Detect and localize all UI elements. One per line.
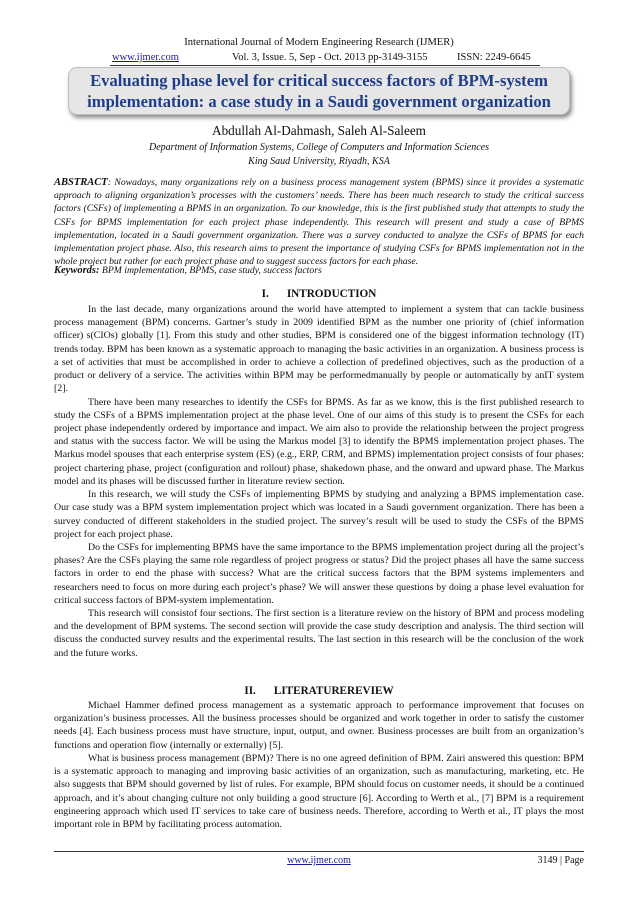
literature-review-body: [54, 699, 584, 831]
affiliation-university: King Saud University, Riyadh, KSA: [248, 156, 390, 167]
footer-website-link[interactable]: www.ijmer.com: [287, 855, 351, 866]
abstract-label: ABSTRACT: [54, 177, 108, 188]
paragraph: In this research, we will study the CSFs of implementing BPMS by studying and analyzing a BPMS implementation case. Our case study was a BPM system implementation project which was located in a Saudi government organization. There has been a survey conducted of different stakeholders in the studied project. The survey’s result will be used to study the CSFs of the BPMS project for each project phase.: [54, 489, 584, 540]
journal-name: International Journal of Modern Engineering Research (IJMER): [184, 37, 454, 48]
section-title: INTRODUCTION: [286, 288, 377, 300]
introduction-body: [54, 303, 584, 660]
section-number: I.: [261, 288, 269, 300]
section-number: II.: [244, 685, 256, 697]
abstract: [54, 176, 584, 268]
keywords: [54, 264, 584, 277]
title-box: [68, 67, 570, 115]
paper-title: Evaluating phase level for critical success factors of BPM-system implementation: a case study in a Saudi government organization: [87, 71, 551, 111]
authors: Abdullah Al-Dahmash, Saleh Al-Saleem: [212, 123, 426, 138]
volume-info: Vol. 3, Issue. 5, Sep - Oct. 2013 pp-3149-3155: [232, 52, 428, 63]
page-number: 3149 | Page: [537, 855, 584, 866]
keywords-text: BPM implementation, BPMS, case study, success factors: [99, 265, 322, 276]
section-heading-introduction: [0, 288, 638, 301]
paragraph: There have been many researches to identify the CSFs for BPMS. As far as we know, this is the first published research to study the CSFs of a BPMS implementation project at the phase level. One of our aims of this study is to present the CSFs for each project phase independently ordered by importance and impact. We aim also to provide the relationship between the project progress and status with the success factor. We will be using the Markus model [3] to identify the BPMS implementation project phases. The Markus model spouses that each enterprise system (ES) (e.g., ERP, CRM, and BPMS) implementation project consists of four phases: project chartering phase, project (configuration and rollout) phase, shakedown phase, and the onward and upward phase. The Markus model and its phases will be discussed further in literature review section.: [54, 396, 584, 487]
affiliation-department: Department of Information Systems, College of Computers and Information Sciences: [149, 142, 489, 153]
paragraph: In the last decade, many organizations around the world have attempted to implement a system that can tackle business process management (BPM) concerns. Gartner’s study in 2009 identified BPM as the number one priority of (chief information officer) s(CIOs) globally [1]. From this study and other studies, BPM is considered one of the biggest information technology (IT) trends today. BPM has been known as a systematic approach to managing the basic activities in an organization. A business process is a set of activities that must be accomplished in order to achieve a collection of predefined objectives, such as the production of a product or delivery of a service. The activities within BPM may be performedmanually by people or automatically by anIT system [2].: [54, 304, 584, 395]
keywords-label: Keywords:: [54, 265, 100, 276]
paragraph: This research will consistof four sections. The first section is a literature review on the history of BPM and process modeling and the development of BPM systems. The second section will provide the case study description and analysis. The third section will discuss the conducted survey results and the experimental results. The last section in this research will be the conclusion of the work and the future works.: [54, 608, 584, 659]
paragraph: Michael Hammer defined process management as a systematic approach to performance improvement that focuses on organization’s business processes. All the business processes should be organized and work together in order to satisfy the customer needs [4]. Each business process must have structure, input, output, and owner. Business processes are built from an organization’s functions and operation flow (internally or externally) [5].: [54, 700, 584, 751]
footer-divider: [54, 851, 584, 852]
abstract-text: : Nowadays, many organizations rely on a business process management system (BPMS) since it provides a systematic approach to aligning organization’s processes with the customers’ needs. There has been much research to study the critical success factors (CSFs) of implementing a BPMS in an organization. To our knowledge, this is the first published study that attempts to study the CSFs for BPMS implementation for each project phase independently. This research will present and study a case of BPMS implementation, located in a Saudi government organization. There was a survey conducted to analyze the CSFs of BPMS for each implementation project phase. Also, this research aims to present the importance of studying CSFs for BPMS implementation not in the whole project but rather for each project phase and to suggest success factors for each phase.: [54, 177, 584, 268]
paragraph: What is business process management (BPM)? There is no one agreed definition of BPM. Zairi answered this question: BPM is a systematic approach to managing and improving basic activities of an organization, such as manufacturing, marketing, etc. He also suggests that BPM should governed by list of rules. For example, BPM should focus on customer needs, it should be a continued approach, and it’s about changing culture not only building a good structure [6]. According to Werth et al., [7] BPM is a requirement engineering approach which used IT services to take care of business needs. Therefore, according to Werth et al., IT plays the most important role in BPM by facilitating process automation.: [54, 752, 584, 830]
section-title: LITERATUREREVIEW: [273, 685, 394, 697]
journal-info-row: [112, 51, 530, 64]
journal-website-link[interactable]: www.ijmer.com: [112, 52, 179, 63]
header-divider: [110, 65, 540, 66]
paragraph: Do the CSFs for implementing BPMS have the same importance to the BPMS implementation project during all the project’s phases? Are the CSFs playing the same role regardless of project progress or status? Did the project phases all have the same success factors in order to end the phase with success? What are the critical success factors that the BPM systems implementers and researchers need to focus on more during each project’s phase? We will answer these questions by doing a phase level evaluation for critical success factors of BPM-system implementation.: [54, 541, 584, 606]
issn: ISSN: 2249-6645: [457, 52, 531, 63]
section-heading-literature-review: [0, 685, 638, 698]
